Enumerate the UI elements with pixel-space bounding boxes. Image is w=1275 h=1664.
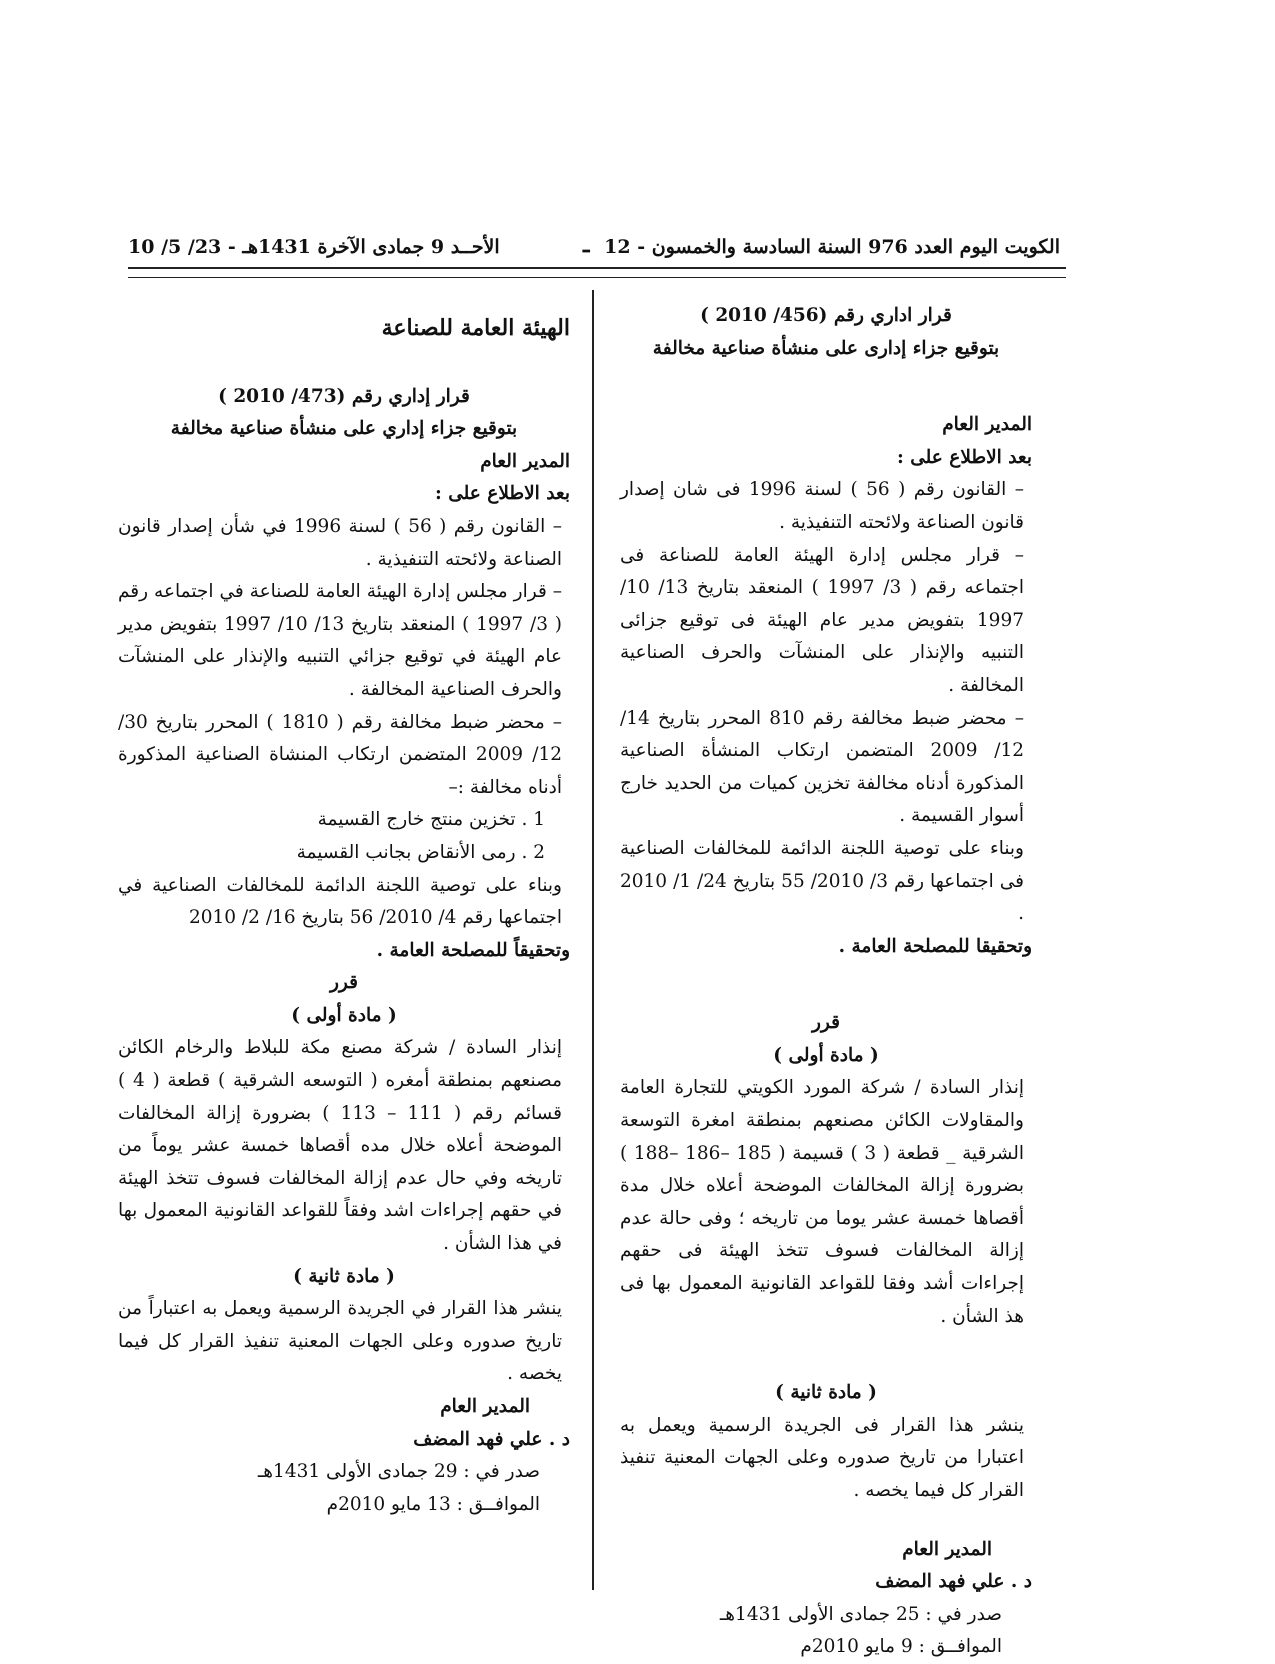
violation-item-1: 1 . تخزين منتج خارج القسيمة <box>317 809 545 831</box>
director-heading: المدير العام <box>480 450 570 472</box>
law-reference: – القانون رقم ( 56 ) لسنة 1996 في شأن إصدار قانون الصناعة ولائحته التنفيذية . <box>118 515 562 570</box>
article-1-heading: ( مادة أولى ) <box>773 1044 879 1066</box>
signatory-title: المدير العام <box>902 1538 992 1560</box>
decision-473 <box>118 312 570 1521</box>
law-reference: – القانون رقم ( 56 ) لسنة 1996 فى شان إصدار قانون الصناعة ولائحته التنفيذية . <box>620 479 1024 533</box>
signatory-title: المدير العام <box>440 1396 530 1417</box>
decided-heading: قرر <box>812 1012 840 1034</box>
decided-heading: قرر <box>330 972 358 994</box>
after-review: بعد الاطلاع على : <box>434 483 570 505</box>
page-header <box>128 232 1060 266</box>
director-heading: المدير العام <box>942 414 1032 436</box>
column-divider <box>592 290 594 1590</box>
committee-recommendation: وبناء على توصية اللجنة الدائمة للمخالفات الصناعية فى اجتماعها رقم 3/ 2010/ 55 بتاريخ 24/ 1/ 2010 . <box>620 837 1024 925</box>
public-interest: وتحقيقاً للمصلحة العامة . <box>376 939 570 961</box>
article-1-heading: ( مادة أولى ) <box>291 1004 397 1026</box>
signatory-name: د . علي فهد المضف <box>413 1428 570 1450</box>
article-2-text: ينشر هذا القرار فى الجريدة الرسمية ويعمل به اعتبارا من تاريخ صدوره وعلى الجهات المعنية تنفيذ القرار كل فيما يخصه . <box>620 1414 1024 1501</box>
gregorian-date: الموافــق : 13 مايو 2010م <box>326 1493 540 1515</box>
violation-item-2: 2 . رمى الأنقاض بجانب القسيمة <box>296 841 545 863</box>
decision-subtitle: بتوقيع جزاء إداري على منشأة صناعية مخالفة <box>170 418 518 440</box>
article-2-heading: ( مادة ثانية ) <box>775 1382 877 1404</box>
organization-heading: الهيئة العامة للصناعة <box>381 315 570 341</box>
violation-record: – محضر ضبط مخالفة رقم 810 المحرر بتاريخ 14/ 12/ 2009 المتضمن ارتكاب المنشأة الصناعية المذكورة أدناه مخالفة تخزين كميات من الحديد خارج أسوار القسيمة . <box>620 707 1024 827</box>
decision-subtitle: بتوقيع جزاء إدارى على منشأة صناعية مخالفة <box>652 337 1000 359</box>
article-2-text: ينشر هذا القرار في الجريدة الرسمية ويعمل به اعتباراً من تاريخ صدوره وعلى الجهات المعنية تنفيذ القرار كل فيما يخصه . <box>118 1298 563 1385</box>
violation-record: – محضر ضبط مخالفة رقم ( 1810 ) المحرر بتاريخ 30/ 12/ 2009 المتضمن ارتكاب المنشاة الصناعية المذكورة أدناه مخالفة :– <box>118 711 562 798</box>
decision-456 <box>620 300 1032 1664</box>
article-1-text: إنذار السادة / شركة المورد الكويتي للتجارة العامة والمقاولات الكائن مصنعهم بمنطقة امغرة التوسعة الشرقية _ قطعة ( 3 ) قسيمة ( 185 –186 –188 ) بضرورة إزالة المخالفات الموضحة أعلاه خلال مدة أقصاها خمسة عشر يوما من تاريخه ؛ وفى حالة عدم إزالة المخالفات فسوف تتخذ الهيئة فى حقهم إجراءات أشد وفقا للقواعد القانونية المعمول بها فى هذ الشأن . <box>620 1077 1024 1327</box>
issue-date: صدر في : 25 جمادى الأولى 1431هـ <box>719 1603 1002 1625</box>
header-rule-bottom <box>128 277 1066 278</box>
article-1-text: إنذار السادة / شركة مصنع مكة للبلاط والرخام الكائن مصنعهم بمنطقة أمغره ( التوسعه الشرقية ) قطعة ( 4 ) قسائم رقم ( 111 – 113 ) بضرورة إزالة المخالفات الموضحة أعلاه خلال مده أقصاها خمسة عشر يوماً من تاريخه وفي حال عدم إزالة المخالفات فسوف تتخذ الهيئة في حقهم إجراءات اشد وفقاً للقواعد القانونية المعمول بها في هذا الشأن . <box>118 1037 562 1255</box>
board-reference: – قرار مجلس إدارة الهيئة العامة للصناعة فى اجتماعه رقم ( 3/ 1997 ) المنعقد بتاريخ 13/ 10/ 1997 بتفويض مدير عام الهيئة فى توقيع جزائى التنبيه والإنذار على المنشآت والحرف الصناعية المخالفة . <box>620 544 1024 696</box>
header-rule-top <box>128 267 1066 269</box>
gregorian-date: الموافــق : 9 مايو 2010م <box>800 1636 1002 1658</box>
header-issue: الكويت اليوم العدد 976 السنة السادسة والخمسون - 12 <box>604 236 1060 258</box>
public-interest: وتحقيقا للمصلحة العامة . <box>838 935 1032 957</box>
header-mark: ـ <box>583 232 590 258</box>
article-2-heading: ( مادة ثانية ) <box>293 1265 395 1287</box>
header-date: الأحــد 9 جمادى الآخرة 1431هـ - 23/ 5/ 10 <box>128 236 500 258</box>
decision-title: قرار إداري رقم (473/ 2010 ) <box>218 385 470 407</box>
decision-title: قرار اداري رقم (456/ 2010 ) <box>700 305 952 326</box>
signatory-name: د . علي فهد المضف <box>875 1571 1032 1593</box>
committee-recommendation: وبناء على توصية اللجنة الدائمة للمخالفات الصناعية في اجتماعها رقم 4/ 2010/ 56 بتاريخ 16/ 2/ 2010 <box>118 874 562 929</box>
issue-date: صدر في : 29 جمادى الأولى 1431هـ <box>257 1461 540 1483</box>
after-review: بعد الاطلاع على : <box>896 446 1032 468</box>
board-reference: – قرار مجلس إدارة الهيئة العامة للصناعة في اجتماعه رقم ( 3/ 1997 ) المنعقد بتاريخ 13/ 10/ 1997 بتفويض مدير عام الهيئة في توقيع جزائي التنبيه والإنذار على المنشآت والحرف الصناعية المخالفة . <box>118 581 562 700</box>
